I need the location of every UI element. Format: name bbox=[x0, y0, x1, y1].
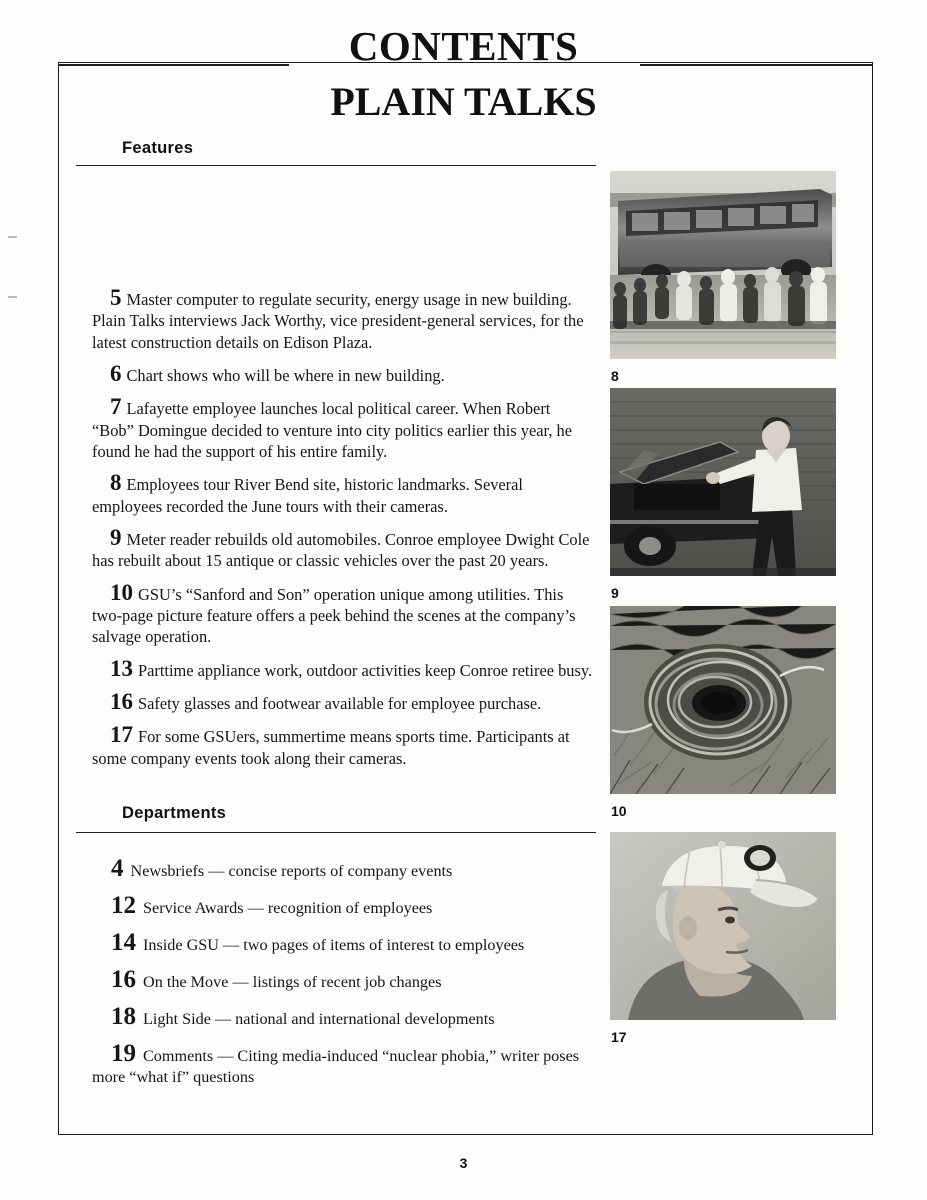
departments-entry-text: Newsbriefs — concise reports of company events bbox=[130, 862, 453, 880]
features-entry[interactable] bbox=[92, 362, 594, 386]
photo-scrap-wire-image bbox=[610, 606, 836, 794]
photo-portrait-cap bbox=[610, 832, 836, 1020]
departments-entry[interactable] bbox=[92, 856, 602, 882]
departments-entry-page: 18 bbox=[111, 1003, 136, 1031]
features-entry-text: Chart shows who will be where in new building. bbox=[126, 365, 445, 385]
features-entry-page: 7 bbox=[110, 394, 122, 420]
departments-entry-page: 4 bbox=[111, 855, 124, 882]
departments-entry-page: 16 bbox=[111, 966, 136, 994]
departments-entry-page: 12 bbox=[111, 892, 136, 920]
departments-rule bbox=[76, 832, 596, 833]
features-entry-text: Safety glasses and footwear available for employee purchase. bbox=[138, 693, 542, 713]
features-entry[interactable] bbox=[92, 286, 594, 353]
photo-caption-portrait-cap: 17 bbox=[611, 1029, 627, 1045]
features-entry-text: Master computer to regulate security, energy usage in new building. Plain Talks interviews Jack Worthy, vice president-general services, for the latest construction details on Edison Plaza. bbox=[92, 290, 584, 352]
scan-artifact bbox=[8, 296, 17, 298]
departments-entry-text: On the Move — listings of recent job changes bbox=[143, 973, 442, 992]
features-entry[interactable] bbox=[92, 723, 594, 769]
masthead-title-plain-talks: PLAIN TALKS bbox=[330, 79, 597, 124]
page-number: 3 bbox=[459, 1155, 468, 1171]
features-entry-text: Meter reader rebuilds old automobiles. Conroe employee Dwight Cole has rebuilt about 15 antique or classic vehicles over the past 20 years. bbox=[92, 529, 590, 571]
features-entry-page: 9 bbox=[110, 524, 122, 550]
departments-entry[interactable] bbox=[92, 1004, 602, 1030]
photo-bus-tour bbox=[610, 171, 836, 359]
photo-caption-bus-tour: 8 bbox=[611, 368, 619, 384]
photo-caption-antique-car: 9 bbox=[611, 585, 619, 601]
photo-antique-car bbox=[610, 388, 836, 576]
features-list bbox=[92, 286, 594, 778]
features-entry-page: 5 bbox=[110, 285, 122, 310]
photo-caption-scrap-wire: 10 bbox=[611, 803, 627, 819]
features-entry[interactable] bbox=[92, 471, 594, 517]
photo-bus-tour-image bbox=[610, 171, 836, 359]
departments-entry-text: Inside GSU — two pages of items of interest to employees bbox=[143, 936, 525, 955]
departments-entry-page: 19 bbox=[111, 1040, 136, 1068]
departments-entry[interactable] bbox=[92, 1041, 602, 1088]
departments-heading: Departments bbox=[122, 804, 227, 822]
features-entry-page: 17 bbox=[110, 722, 133, 748]
departments-entry-text: Service Awards — recognition of employees bbox=[143, 899, 433, 918]
features-entry[interactable] bbox=[92, 395, 594, 462]
features-entry-text: For some GSUers, summertime means sports time. Participants at some company events took along their cameras. bbox=[92, 727, 570, 768]
features-entry-text: Employees tour River Bend site, historic landmarks. Several employees recorded the June tours with their cameras. bbox=[92, 475, 523, 516]
features-entry[interactable] bbox=[92, 657, 594, 681]
departments-list bbox=[92, 856, 602, 1099]
features-entry-page: 13 bbox=[110, 655, 133, 681]
photo-portrait-cap-image bbox=[610, 832, 836, 1020]
features-entry-text: Lafayette employee launches local political career. When Robert “Bob” Domingue decided to venture into city politics earlier this year, he found he had the support of his entire family. bbox=[92, 399, 572, 461]
photo-scrap-wire bbox=[610, 606, 836, 794]
features-entry-page: 10 bbox=[110, 579, 133, 605]
features-entry[interactable] bbox=[92, 581, 594, 648]
masthead-title-contents: CONTENTS bbox=[348, 23, 579, 69]
departments-entry-page: 14 bbox=[111, 929, 136, 957]
departments-entry-text: Light Side — national and international developments bbox=[143, 1010, 495, 1029]
features-entry[interactable] bbox=[92, 690, 594, 714]
features-heading: Features bbox=[122, 139, 194, 157]
departments-entry[interactable] bbox=[92, 967, 602, 993]
departments-entry[interactable] bbox=[92, 930, 602, 956]
features-entry-text: GSU’s “Sanford and Son” operation unique among utilities. This two-page picture feature offers a peek behind the scenes at the company’s salvage operation. bbox=[92, 584, 576, 647]
features-entry-text: Parttime appliance work, outdoor activities keep Conroe retiree busy. bbox=[138, 660, 593, 680]
departments-entry-text: Comments — Citing media-induced “nuclear phobia,” writer poses more “what if” questions bbox=[92, 1047, 580, 1087]
features-entry-page: 6 bbox=[110, 360, 122, 386]
photo-antique-car-image bbox=[610, 388, 836, 576]
features-entry[interactable] bbox=[92, 526, 594, 572]
departments-entry[interactable] bbox=[92, 893, 602, 919]
features-rule bbox=[76, 165, 596, 166]
features-entry-page: 16 bbox=[110, 688, 133, 714]
features-entry-page: 8 bbox=[110, 470, 122, 496]
scan-artifact bbox=[8, 236, 17, 238]
